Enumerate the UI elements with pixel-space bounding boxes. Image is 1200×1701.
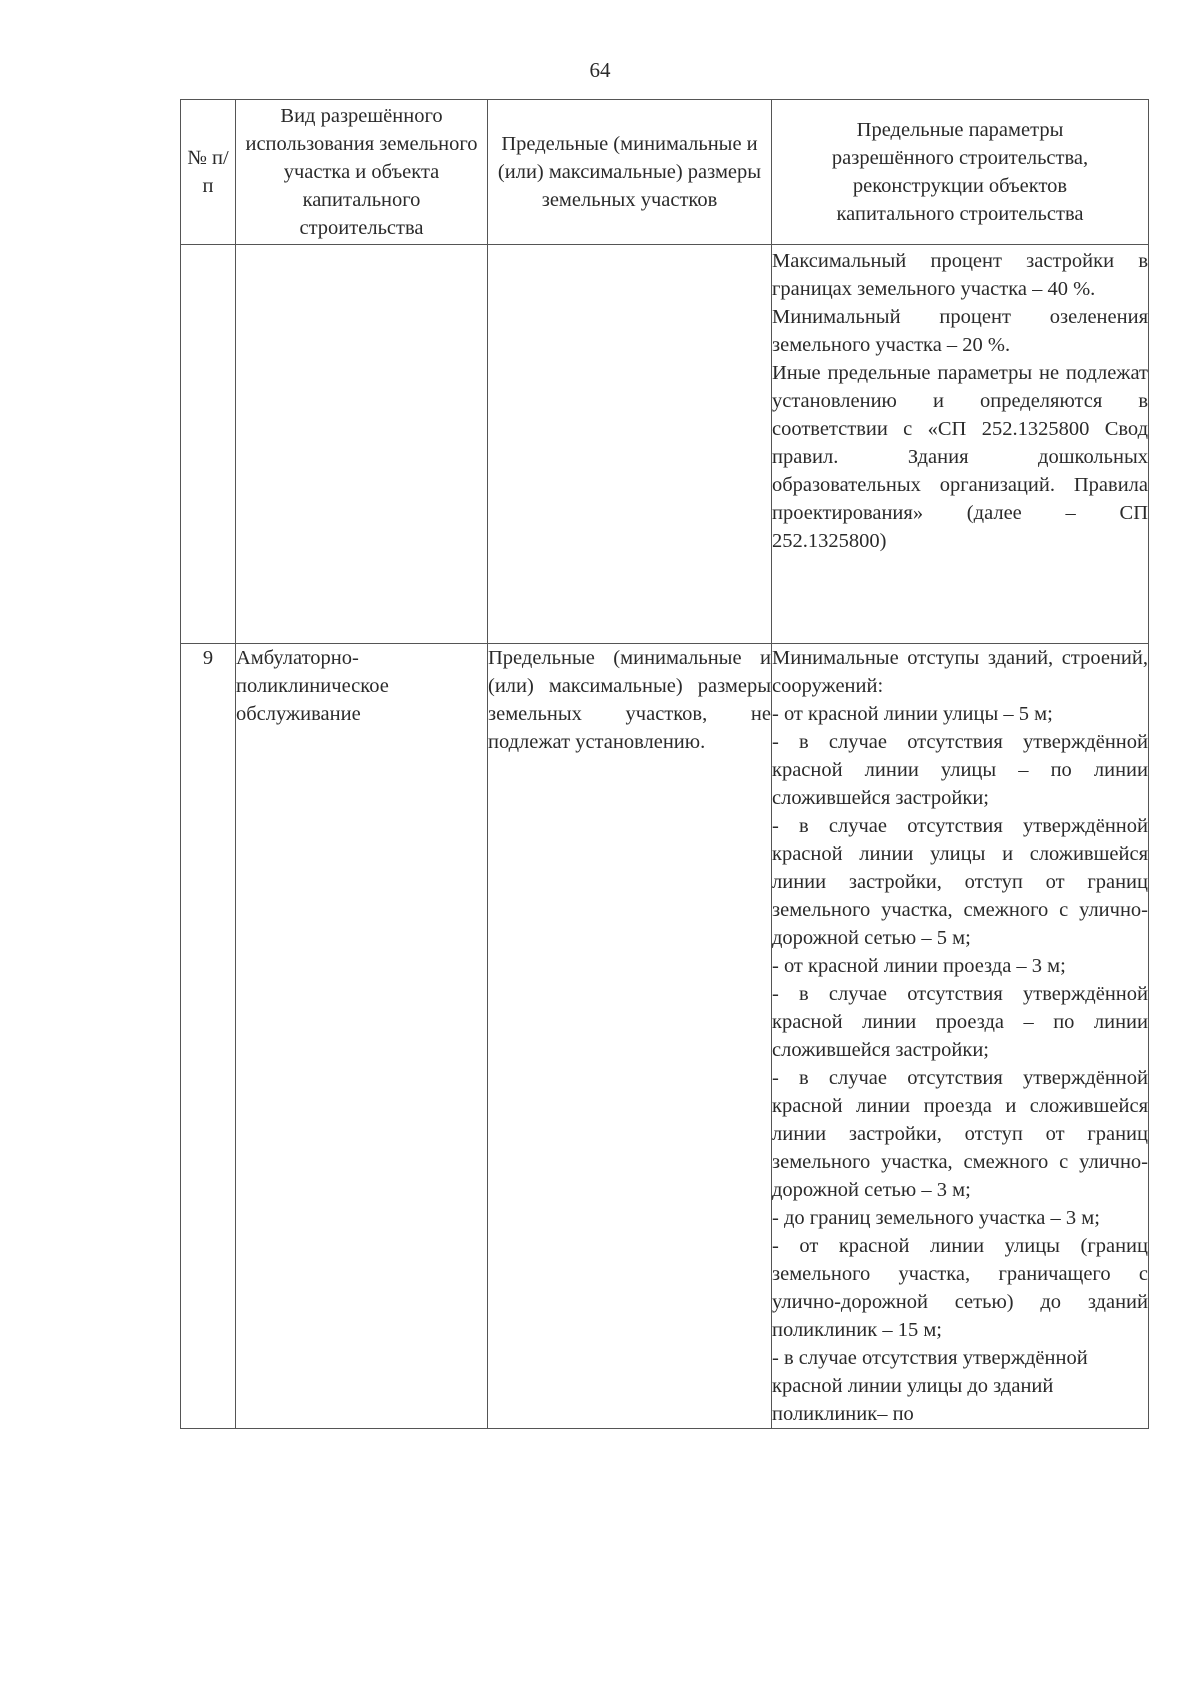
row-sizes — [488, 644, 772, 1429]
row-num — [181, 245, 236, 644]
table-row — [181, 644, 1149, 1429]
header-num: № п/п — [181, 100, 236, 245]
row-kind — [236, 245, 488, 644]
header-params: Предельные параметры разрешённого строительства, реконструкции объектов капитального строительства — [772, 100, 1149, 245]
header-sizes: Предельные (минимальные и (или) максимальные) размеры земельных участков — [488, 100, 772, 245]
table-header-row — [181, 100, 1149, 245]
row-kind — [236, 644, 488, 1429]
kind-text: Амбулаторно-поликлиническое обслуживание — [236, 647, 389, 725]
zoning-table — [180, 99, 1149, 1429]
param-text: - от красной линии улицы – 5 м; — [772, 703, 1053, 725]
param-text: - от красной линии проезда – 3 м; — [772, 955, 1066, 977]
param-text: Иные предельные параметры не подлежат установлению и определяются в соответствии с «СП 252.1325800 Свод правил. Здания дошкольных образовательных организаций. Правила проектирования» (далее – СП 252.1325800) — [772, 362, 1148, 552]
param-text: Минимальный процент озеленения земельного участка – 20 %. — [772, 306, 1148, 356]
row-sizes — [488, 245, 772, 644]
param-text: Максимальный процент застройки в границах земельного участка – 40 %. — [772, 250, 1148, 300]
param-text: - в случае отсутствия утверждённой красной линии проезда и сложившейся линии застройки, отступ от границ земельного участка, смежного с улично-дорожной сетью – 3 м; — [772, 1067, 1148, 1201]
param-text: Минимальные отступы зданий, строений, сооружений: — [772, 647, 1148, 697]
table-row — [181, 245, 1149, 644]
param-text: - до границ земельного участка – 3 м; — [772, 1207, 1100, 1229]
param-text: - в случае отсутствия утверждённой красной линии улицы – по линии сложившейся застройки; — [772, 731, 1148, 809]
param-text: - в случае отсутствия утверждённой красной линии улицы и сложившейся линии застройки, отступ от границ земельного участка, смежного с улично-дорожной сетью – 5 м; — [772, 815, 1148, 949]
sizes-text: Предельные (минимальные и (или) максимальные) размеры земельных участков, не подлежат установлению. — [488, 647, 771, 753]
row-num: 9 — [181, 644, 236, 1429]
row-params — [772, 245, 1149, 644]
param-text: - в случае отсутствия утверждённой красной линии проезда – по линии сложившейся застройки; — [772, 983, 1148, 1061]
page-number: 64 — [589, 58, 611, 82]
param-text: - в случае отсутствия утверждённой красной линии улицы до зданий поликлиник– по — [772, 1347, 1088, 1425]
param-text: - от красной линии улицы (границ земельного участка, граничащего с улично-дорожной сетью) до зданий поликлиник – 15 м; — [772, 1235, 1148, 1341]
header-kind: Вид разрешённого использования земельного участка и объекта капитального строительства — [236, 100, 488, 245]
row-params — [772, 644, 1149, 1429]
